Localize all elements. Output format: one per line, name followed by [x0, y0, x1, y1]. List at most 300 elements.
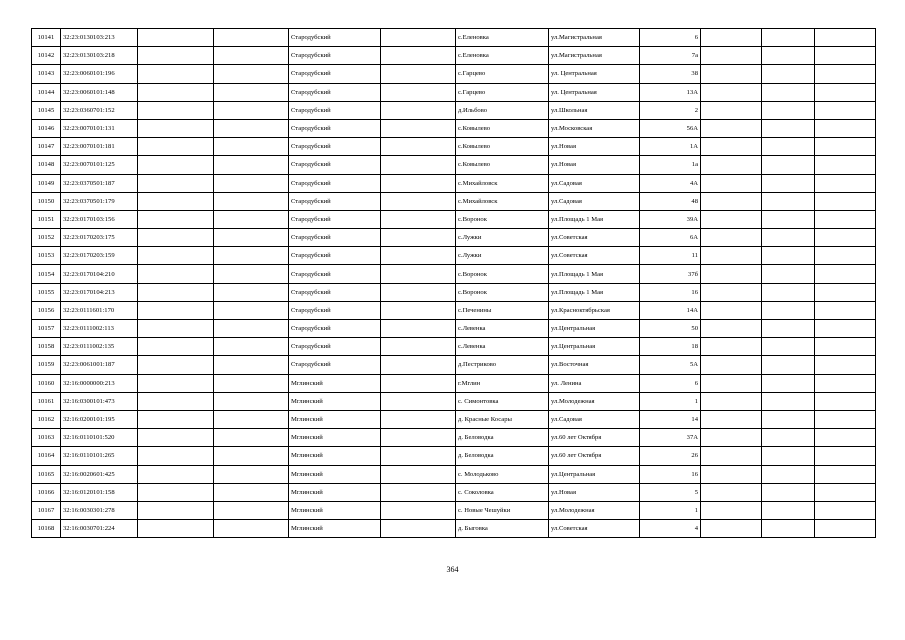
house-number-cell: 1 [640, 392, 701, 410]
empty-cell-cell [815, 356, 876, 374]
empty-cell-cell [381, 320, 456, 338]
empty-cell-cell [214, 65, 289, 83]
settlement-cell: с.Михайловск [456, 192, 549, 210]
settlement-cell: с.Воронок [456, 210, 549, 228]
empty-cell-cell [701, 65, 762, 83]
empty-cell-cell [138, 29, 214, 47]
house-number-cell: 14А [640, 301, 701, 319]
street-cell: ул. Центральная [549, 65, 640, 83]
empty-cell-cell [381, 483, 456, 501]
district-cell: Мглинский [289, 429, 381, 447]
settlement-cell: с.Воронок [456, 265, 549, 283]
table-row [32, 465, 876, 483]
district-cell: Стародубский [289, 83, 381, 101]
empty-cell-cell [138, 47, 214, 65]
street-cell: ул.Магистральная [549, 47, 640, 65]
street-cell: ул.Школьная [549, 101, 640, 119]
table-row [32, 520, 876, 538]
empty-cell-cell [214, 356, 289, 374]
empty-cell-cell [214, 374, 289, 392]
empty-cell-cell [701, 156, 762, 174]
table-row [32, 138, 876, 156]
house-number-cell: 1 [640, 501, 701, 519]
row-number-cell: 10147 [32, 138, 61, 156]
street-cell: ул.Восточная [549, 356, 640, 374]
district-cell: Стародубский [289, 229, 381, 247]
district-cell: Стародубский [289, 101, 381, 119]
empty-cell-cell [214, 501, 289, 519]
empty-cell-cell [381, 338, 456, 356]
empty-cell-cell [138, 301, 214, 319]
empty-cell-cell [815, 65, 876, 83]
house-number-cell: 16 [640, 465, 701, 483]
house-number-cell: 50 [640, 320, 701, 338]
empty-cell-cell [138, 210, 214, 228]
row-number-cell: 10143 [32, 65, 61, 83]
empty-cell-cell [701, 192, 762, 210]
empty-cell-cell [762, 465, 815, 483]
district-cell: Стародубский [289, 192, 381, 210]
empty-cell-cell [762, 392, 815, 410]
cadastral-number-cell: 32:23:0170104:210 [61, 265, 138, 283]
table-row [32, 156, 876, 174]
street-cell: ул.Садовая [549, 192, 640, 210]
table-row [32, 392, 876, 410]
empty-cell-cell [701, 338, 762, 356]
empty-cell-cell [138, 356, 214, 374]
cadastral-number-cell: 32:23:0060101:148 [61, 83, 138, 101]
district-cell: Стародубский [289, 29, 381, 47]
empty-cell-cell [138, 247, 214, 265]
empty-cell-cell [381, 429, 456, 447]
cadastral-number-cell: 32:23:0130103:213 [61, 29, 138, 47]
empty-cell-cell [815, 338, 876, 356]
table-body [32, 29, 876, 538]
district-cell: Стародубский [289, 174, 381, 192]
table-row [32, 429, 876, 447]
row-number-cell: 10159 [32, 356, 61, 374]
empty-cell-cell [701, 265, 762, 283]
empty-cell-cell [762, 47, 815, 65]
empty-cell-cell [701, 47, 762, 65]
empty-cell-cell [214, 429, 289, 447]
empty-cell-cell [815, 392, 876, 410]
empty-cell-cell [701, 392, 762, 410]
row-number-cell: 10155 [32, 283, 61, 301]
table-row [32, 483, 876, 501]
street-cell: ул.Площадь 1 Мая [549, 210, 640, 228]
house-number-cell: 5А [640, 356, 701, 374]
cadastral-number-cell: 32:16:0000000:213 [61, 374, 138, 392]
table-row [32, 283, 876, 301]
street-cell: ул.Площадь 1 Мая [549, 283, 640, 301]
street-cell: ул.60 лет Октября [549, 447, 640, 465]
settlement-cell: д. Быговка [456, 520, 549, 538]
district-cell: Мглинский [289, 483, 381, 501]
empty-cell-cell [701, 465, 762, 483]
house-number-cell: 38 [640, 65, 701, 83]
empty-cell-cell [381, 301, 456, 319]
empty-cell-cell [815, 210, 876, 228]
empty-cell-cell [381, 101, 456, 119]
cadastral-number-cell: 32:23:0170104:213 [61, 283, 138, 301]
empty-cell-cell [138, 138, 214, 156]
cadastral-number-cell: 32:23:0070101:181 [61, 138, 138, 156]
empty-cell-cell [381, 356, 456, 374]
empty-cell-cell [381, 29, 456, 47]
cadastral-number-cell: 32:16:0200101:195 [61, 410, 138, 428]
empty-cell-cell [214, 483, 289, 501]
empty-cell-cell [815, 247, 876, 265]
table-row [32, 119, 876, 137]
empty-cell-cell [214, 119, 289, 137]
row-number-cell: 10161 [32, 392, 61, 410]
empty-cell-cell [815, 374, 876, 392]
district-cell: Стародубский [289, 119, 381, 137]
settlement-cell: с. Симонтовка [456, 392, 549, 410]
empty-cell-cell [214, 29, 289, 47]
table-row [32, 374, 876, 392]
empty-cell-cell [138, 429, 214, 447]
empty-cell-cell [214, 301, 289, 319]
empty-cell-cell [138, 174, 214, 192]
empty-cell-cell [138, 374, 214, 392]
settlement-cell: д.Пестриково [456, 356, 549, 374]
settlement-cell: с. Новые Чешуйки [456, 501, 549, 519]
empty-cell-cell [762, 101, 815, 119]
empty-cell-cell [381, 447, 456, 465]
district-cell: Стародубский [289, 247, 381, 265]
street-cell: ул.Центральная [549, 465, 640, 483]
empty-cell-cell [138, 338, 214, 356]
empty-cell-cell [138, 501, 214, 519]
empty-cell-cell [381, 283, 456, 301]
district-cell: Стародубский [289, 47, 381, 65]
settlement-cell: с.Гарцево [456, 65, 549, 83]
house-number-cell: 1А [640, 138, 701, 156]
empty-cell-cell [701, 320, 762, 338]
empty-cell-cell [762, 520, 815, 538]
house-number-cell: 16 [640, 283, 701, 301]
cadastral-number-cell: 32:16:0030701:224 [61, 520, 138, 538]
empty-cell-cell [214, 138, 289, 156]
row-number-cell: 10157 [32, 320, 61, 338]
settlement-cell: д. Беловодка [456, 447, 549, 465]
cadastral-number-cell: 32:23:0370501:179 [61, 192, 138, 210]
empty-cell-cell [138, 83, 214, 101]
street-cell: ул.Площадь 1 Мая [549, 265, 640, 283]
table-row [32, 247, 876, 265]
district-cell: Стародубский [289, 320, 381, 338]
table-row [32, 301, 876, 319]
empty-cell-cell [701, 520, 762, 538]
empty-cell-cell [762, 138, 815, 156]
street-cell: ул. Центральная [549, 83, 640, 101]
cadastral-number-cell: 32:23:0061001:187 [61, 356, 138, 374]
empty-cell-cell [815, 229, 876, 247]
empty-cell-cell [762, 283, 815, 301]
district-cell: Мглинский [289, 392, 381, 410]
empty-cell-cell [138, 192, 214, 210]
house-number-cell: 6 [640, 374, 701, 392]
house-number-cell: 1а [640, 156, 701, 174]
house-number-cell: 18 [640, 338, 701, 356]
empty-cell-cell [762, 83, 815, 101]
row-number-cell: 10149 [32, 174, 61, 192]
empty-cell-cell [815, 119, 876, 137]
empty-cell-cell [701, 29, 762, 47]
empty-cell-cell [138, 283, 214, 301]
house-number-cell: 37б [640, 265, 701, 283]
street-cell: ул.Советская [549, 520, 640, 538]
empty-cell-cell [701, 101, 762, 119]
empty-cell-cell [138, 265, 214, 283]
table-row [32, 320, 876, 338]
empty-cell-cell [762, 265, 815, 283]
empty-cell-cell [815, 320, 876, 338]
street-cell: ул.Центральная [549, 320, 640, 338]
empty-cell-cell [762, 501, 815, 519]
house-number-cell: 39А [640, 210, 701, 228]
street-cell: ул.Новая [549, 138, 640, 156]
settlement-cell: с.Ковылево [456, 138, 549, 156]
empty-cell-cell [214, 247, 289, 265]
house-number-cell: 37А [640, 429, 701, 447]
empty-cell-cell [381, 210, 456, 228]
empty-cell-cell [138, 320, 214, 338]
street-cell: ул.Советская [549, 247, 640, 265]
empty-cell-cell [214, 47, 289, 65]
cadastral-number-cell: 32:16:0110101:520 [61, 429, 138, 447]
empty-cell-cell [762, 210, 815, 228]
empty-cell-cell [214, 265, 289, 283]
row-number-cell: 10146 [32, 119, 61, 137]
empty-cell-cell [762, 301, 815, 319]
street-cell: ул.Советская [549, 229, 640, 247]
cadastral-number-cell: 32:23:0060101:196 [61, 65, 138, 83]
district-cell: Стародубский [289, 283, 381, 301]
settlement-cell: с.Ковылево [456, 119, 549, 137]
empty-cell-cell [815, 265, 876, 283]
empty-cell-cell [381, 119, 456, 137]
house-number-cell: 56А [640, 119, 701, 137]
empty-cell-cell [381, 83, 456, 101]
house-number-cell: 26 [640, 447, 701, 465]
district-cell: Стародубский [289, 210, 381, 228]
empty-cell-cell [214, 192, 289, 210]
cadastral-number-cell: 32:16:0020601:425 [61, 465, 138, 483]
row-number-cell: 10142 [32, 47, 61, 65]
empty-cell-cell [381, 501, 456, 519]
empty-cell-cell [381, 229, 456, 247]
street-cell: ул.Молодежная [549, 501, 640, 519]
empty-cell-cell [762, 374, 815, 392]
row-number-cell: 10141 [32, 29, 61, 47]
table-row [32, 447, 876, 465]
table-row [32, 83, 876, 101]
table-row [32, 265, 876, 283]
table-row [32, 29, 876, 47]
empty-cell-cell [762, 483, 815, 501]
table-row [32, 210, 876, 228]
cadastral-number-cell: 32:23:0170103:156 [61, 210, 138, 228]
district-cell: Мглинский [289, 447, 381, 465]
empty-cell-cell [701, 210, 762, 228]
district-cell: Стародубский [289, 338, 381, 356]
district-cell: Мглинский [289, 374, 381, 392]
empty-cell-cell [381, 265, 456, 283]
cadastral-number-cell: 32:23:0170203:159 [61, 247, 138, 265]
settlement-cell: с.Гарцево [456, 83, 549, 101]
empty-cell-cell [381, 65, 456, 83]
empty-cell-cell [701, 83, 762, 101]
table-row [32, 229, 876, 247]
table-row [32, 174, 876, 192]
empty-cell-cell [214, 338, 289, 356]
empty-cell-cell [762, 229, 815, 247]
empty-cell-cell [815, 465, 876, 483]
street-cell: ул. Ленина [549, 374, 640, 392]
row-number-cell: 10154 [32, 265, 61, 283]
cadastral-number-cell: 32:23:0070101:131 [61, 119, 138, 137]
table-row [32, 501, 876, 519]
empty-cell-cell [214, 410, 289, 428]
empty-cell-cell [815, 301, 876, 319]
empty-cell-cell [381, 47, 456, 65]
table-row [32, 338, 876, 356]
empty-cell-cell [214, 520, 289, 538]
settlement-cell: с.Печенины [456, 301, 549, 319]
empty-cell-cell [762, 192, 815, 210]
empty-cell-cell [762, 156, 815, 174]
cadastral-number-cell: 32:23:0111002:135 [61, 338, 138, 356]
empty-cell-cell [701, 138, 762, 156]
settlement-cell: д.Ильбово [456, 101, 549, 119]
house-number-cell: 6 [640, 29, 701, 47]
empty-cell-cell [701, 301, 762, 319]
row-number-cell: 10148 [32, 156, 61, 174]
table-row [32, 410, 876, 428]
cadastral-number-cell: 32:23:0070101:125 [61, 156, 138, 174]
empty-cell-cell [815, 47, 876, 65]
empty-cell-cell [381, 392, 456, 410]
settlement-cell: д. Беловодка [456, 429, 549, 447]
empty-cell-cell [701, 356, 762, 374]
house-number-cell: 48 [640, 192, 701, 210]
empty-cell-cell [815, 101, 876, 119]
cadastral-number-cell: 32:23:0130103:218 [61, 47, 138, 65]
street-cell: ул.60 лет Октября [549, 429, 640, 447]
row-number-cell: 10156 [32, 301, 61, 319]
empty-cell-cell [381, 156, 456, 174]
empty-cell-cell [762, 338, 815, 356]
settlement-cell: д. Красные Косары [456, 410, 549, 428]
street-cell: ул.Садовая [549, 410, 640, 428]
empty-cell-cell [138, 156, 214, 174]
empty-cell-cell [214, 156, 289, 174]
empty-cell-cell [815, 83, 876, 101]
empty-cell-cell [214, 320, 289, 338]
empty-cell-cell [815, 156, 876, 174]
district-cell: Стародубский [289, 356, 381, 374]
row-number-cell: 10167 [32, 501, 61, 519]
row-number-cell: 10160 [32, 374, 61, 392]
empty-cell-cell [701, 429, 762, 447]
settlement-cell: с. Молодьково [456, 465, 549, 483]
cadastral-number-cell: 32:23:0111601:170 [61, 301, 138, 319]
house-number-cell: 2 [640, 101, 701, 119]
street-cell: ул.Магистральная [549, 29, 640, 47]
empty-cell-cell [701, 483, 762, 501]
empty-cell-cell [701, 447, 762, 465]
empty-cell-cell [214, 465, 289, 483]
cadastral-number-cell: 32:16:0300101:473 [61, 392, 138, 410]
district-cell: Мглинский [289, 520, 381, 538]
settlement-cell: с.Еленовка [456, 47, 549, 65]
empty-cell-cell [815, 520, 876, 538]
house-number-cell: 4А [640, 174, 701, 192]
empty-cell-cell [214, 210, 289, 228]
district-cell: Стародубский [289, 301, 381, 319]
street-cell: ул.Красноктябрьская [549, 301, 640, 319]
empty-cell-cell [138, 392, 214, 410]
empty-cell-cell [762, 429, 815, 447]
street-cell: ул.Садовая [549, 174, 640, 192]
empty-cell-cell [701, 229, 762, 247]
empty-cell-cell [762, 119, 815, 137]
settlement-cell: с.Михайловск [456, 174, 549, 192]
district-cell: Стародубский [289, 265, 381, 283]
empty-cell-cell [701, 374, 762, 392]
row-number-cell: 10168 [32, 520, 61, 538]
empty-cell-cell [138, 229, 214, 247]
empty-cell-cell [381, 174, 456, 192]
cadastral-number-cell: 32:16:0030301:278 [61, 501, 138, 519]
empty-cell-cell [214, 229, 289, 247]
empty-cell-cell [762, 320, 815, 338]
empty-cell-cell [762, 356, 815, 374]
empty-cell-cell [214, 83, 289, 101]
empty-cell-cell [815, 410, 876, 428]
empty-cell-cell [815, 501, 876, 519]
settlement-cell: с.Левенка [456, 338, 549, 356]
row-number-cell: 10162 [32, 410, 61, 428]
settlement-cell: с.Лужки [456, 247, 549, 265]
street-cell: ул.Новая [549, 156, 640, 174]
row-number-cell: 10153 [32, 247, 61, 265]
cadastral-number-cell: 32:16:0120101:158 [61, 483, 138, 501]
empty-cell-cell [815, 447, 876, 465]
empty-cell-cell [701, 247, 762, 265]
house-number-cell: 14 [640, 410, 701, 428]
empty-cell-cell [381, 192, 456, 210]
empty-cell-cell [214, 174, 289, 192]
empty-cell-cell [762, 65, 815, 83]
empty-cell-cell [138, 101, 214, 119]
district-cell: Стародубский [289, 138, 381, 156]
empty-cell-cell [815, 283, 876, 301]
page-number: 364 [446, 565, 459, 574]
table-row [32, 356, 876, 374]
empty-cell-cell [138, 520, 214, 538]
empty-cell-cell [381, 138, 456, 156]
settlement-cell: г.Мглин [456, 374, 549, 392]
settlement-cell: с.Левенка [456, 320, 549, 338]
cadastral-number-cell: 32:23:0360701:152 [61, 101, 138, 119]
settlement-cell: с.Ковылево [456, 156, 549, 174]
district-cell: Стародубский [289, 65, 381, 83]
street-cell: ул.Новая [549, 483, 640, 501]
